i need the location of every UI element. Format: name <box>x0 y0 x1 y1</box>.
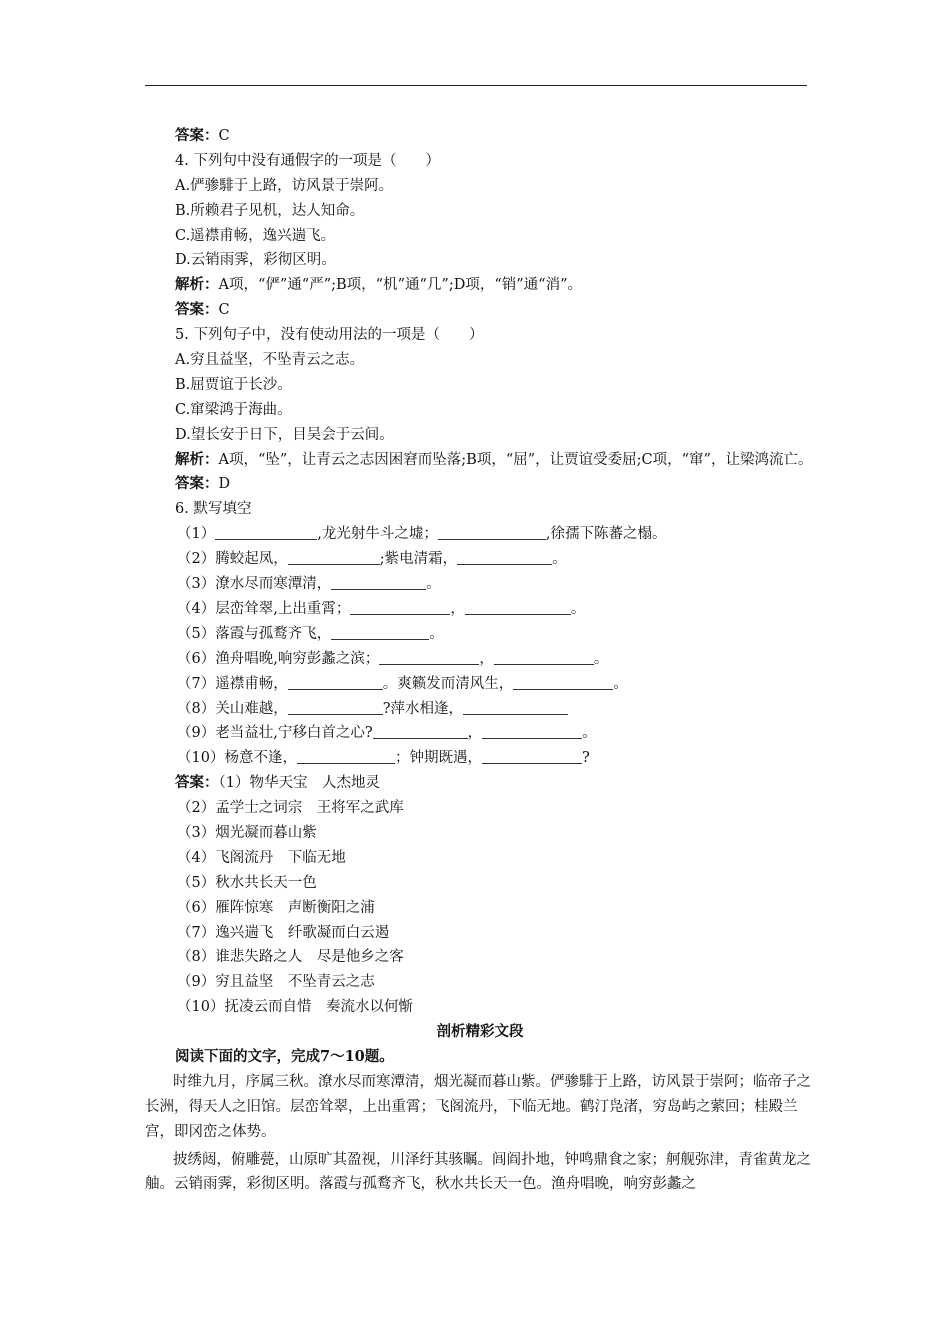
q4-option-b: B.所赖君子见机，达人知命。 <box>175 202 365 219</box>
document-body <box>145 124 815 1197</box>
fill-item: （1） ,龙光射牛斗之墟； ,徐孺下陈蕃之榻。 <box>177 526 667 543</box>
answer-item: （5）秋水共长天一色 <box>177 874 317 891</box>
fill-item: （10）杨意不逢， ；钟期既遇， ? <box>177 750 590 767</box>
fill-blank[interactable] <box>288 699 383 715</box>
q4-answer: 答案：C <box>175 301 230 319</box>
fill-blank[interactable] <box>513 674 613 690</box>
fill-item: （9）老当益壮,宁移白首之心? ， 。 <box>177 725 597 742</box>
q5-option-c: C.窜梁鸿于海曲。 <box>175 401 292 418</box>
fill-blank[interactable] <box>494 649 594 665</box>
fill-blank[interactable] <box>297 748 395 764</box>
passage-paragraph: 时维九月，序属三秋。潦水尽而寒潭清，烟光凝而暮山紫。俨骖騑于上路，访风景于崇阿；临帝子之长洲，得天人之旧馆。层峦耸翠，上出重霄；飞阁流丹，下临无地。鹤汀凫渚，穷岛屿之萦回；桂殿兰宫，即冈峦之体势。 <box>145 1073 811 1140</box>
fill-blank[interactable] <box>350 599 450 615</box>
fill-blank[interactable] <box>482 748 582 764</box>
header-rule <box>145 85 807 86</box>
fill-blank[interactable] <box>465 599 571 615</box>
q5-option-a: A.穷且益坚，不坠青云之志。 <box>175 352 365 369</box>
q6-answer: 答案：（1）物华天宝 人杰地灵 <box>175 774 380 792</box>
q4-analysis: 解析：A项，“俨”通“严”;B项，“机”通“几”;D项，“销”通“消”。 <box>175 276 582 294</box>
answer-item: （9）穷且益坚 不坠青云之志 <box>177 974 375 991</box>
q4-stem: 4. 下列句中没有通假字的一项是（ ） <box>175 152 440 169</box>
fill-blank[interactable] <box>331 624 429 640</box>
fill-blank[interactable] <box>379 649 479 665</box>
fill-item: （4）层峦耸翠,上出重霄； ， 。 <box>177 600 586 617</box>
fill-blank[interactable] <box>482 723 582 739</box>
fill-blank[interactable] <box>457 549 552 565</box>
q4-option-a: A.俨骖騑于上路，访风景于崇阿。 <box>175 177 394 194</box>
fill-blank[interactable] <box>463 699 568 715</box>
answer-item: （8）谁悲失路之人 尽是他乡之客 <box>177 949 404 966</box>
answer-item: （3）烟光凝而暮山紫 <box>177 824 317 841</box>
answer-item: （7）逸兴遄飞 纤歌凝而白云遏 <box>177 924 390 941</box>
section-title: 剖析精彩文段 <box>436 1023 524 1041</box>
q4-option-c: C.遥襟甫畅，逸兴遄飞。 <box>175 227 336 244</box>
fill-blank[interactable] <box>373 723 468 739</box>
passage-paragraph: 披绣闼，俯雕甍，山原旷其盈视，川泽纡其骇瞩。闾阎扑地，钟鸣鼎食之家；舸舰弥津，青雀黄龙之舳。云销雨霁，彩彻区明。落霞与孤鹜齐飞，秋水共长天一色。渔舟唱晚，响穷彭蠡之 <box>145 1151 811 1193</box>
fill-item: （5）落霞与孤鹜齐飞， 。 <box>177 625 444 642</box>
q5-analysis: 解析：A项，“坠”，让青云之志因困窘而坠落;B项，“屈”，让贾谊受委屈;C项，“窜”，让梁鸿流亡。 <box>175 450 813 468</box>
fill-blank[interactable] <box>288 549 380 565</box>
q4-option-d: D.云销雨霁，彩彻区明。 <box>175 252 336 269</box>
q3-answer: 答案：C <box>175 127 230 144</box>
q6-stem: 6. 默写填空 <box>175 501 252 518</box>
answer-item: （10）抚凌云而自惜 奏流水以何惭 <box>177 999 413 1016</box>
section-instruction: 阅读下面的文字，完成7～10题。 <box>175 1047 394 1065</box>
fill-item: （3）潦水尽而寒潭清， 。 <box>177 576 441 593</box>
q5-stem: 5. 下列句子中，没有使动用法的一项是（ ） <box>175 327 484 344</box>
fill-blank[interactable] <box>331 574 426 590</box>
fill-blank[interactable] <box>438 524 546 540</box>
fill-item: （6）渔舟唱晚,响穷彭蠡之滨； ， 。 <box>177 650 609 667</box>
q5-option-d: D.望长安于日下，目吴会于云间。 <box>175 426 394 443</box>
q5-answer: 答案：D <box>175 475 231 493</box>
fill-item: （2）腾蛟起凤， ;紫电清霜， 。 <box>177 551 567 568</box>
fill-blank[interactable] <box>215 524 317 540</box>
fill-blank[interactable] <box>288 674 383 690</box>
fill-item: （8）关山难越， ?萍水相逢， <box>145 697 815 722</box>
fill-item: （7）遥襟甫畅， 。爽籁发而清风生， 。 <box>177 675 628 692</box>
answer-item: （2）孟学士之词宗 王将军之武库 <box>177 800 404 817</box>
answer-item: （4）飞阁流丹 下临无地 <box>177 849 346 866</box>
q5-option-b: B.屈贾谊于长沙。 <box>175 376 292 393</box>
answer-item: （6）雁阵惊寒 声断衡阳之浦 <box>177 899 375 916</box>
